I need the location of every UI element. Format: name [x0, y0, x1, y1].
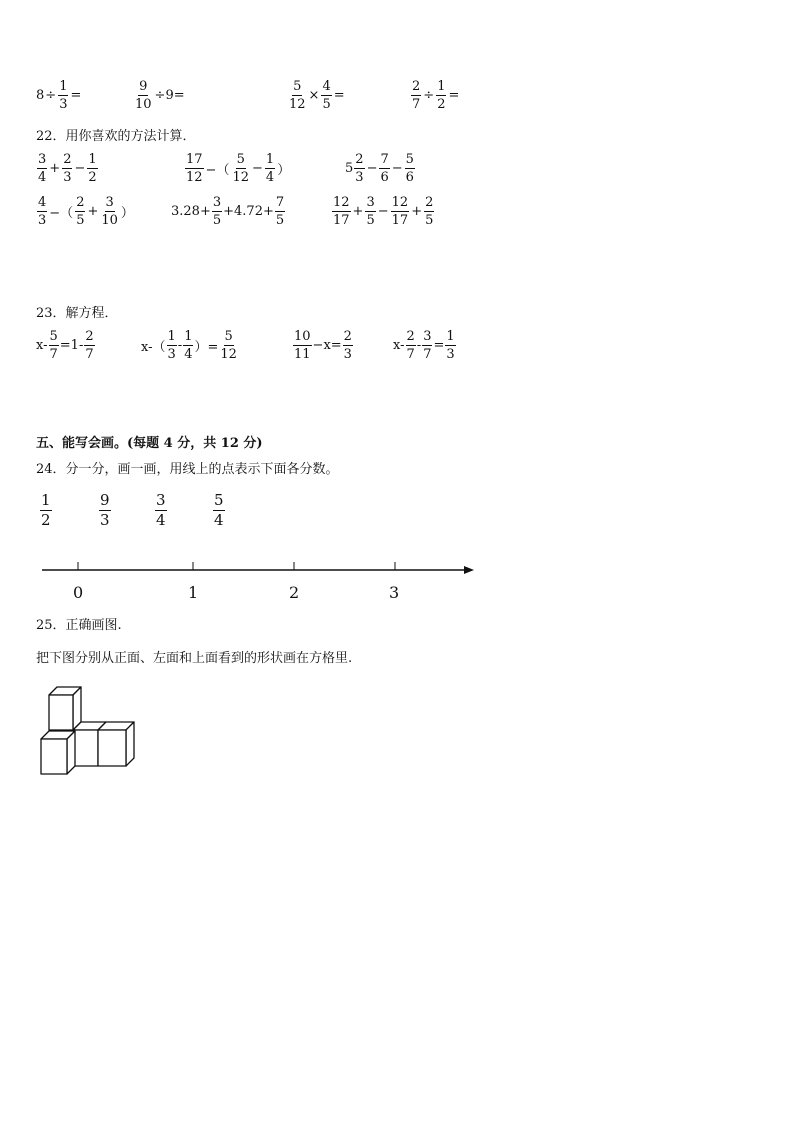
- fraction: [100, 196, 119, 227]
- q23-equation-2: [141, 330, 239, 361]
- denominator: 10: [135, 97, 152, 112]
- question-25-title: 25．正确画图.: [36, 618, 122, 633]
- fraction: [213, 493, 225, 528]
- fraction: [405, 153, 415, 184]
- numerator: 4: [322, 79, 331, 94]
- axis-label-3: 3: [389, 583, 400, 602]
- denominator: 7: [85, 347, 94, 362]
- fraction: [185, 153, 204, 184]
- denominator: 7: [412, 97, 421, 112]
- denominator: 3: [38, 213, 47, 228]
- fraction: [293, 330, 312, 361]
- axis-label-0: 0: [73, 583, 84, 602]
- fraction: [231, 153, 250, 184]
- operator: ）: [277, 163, 291, 178]
- denominator: 12: [220, 347, 237, 362]
- numerator: 1: [41, 491, 51, 509]
- fraction: [37, 153, 47, 184]
- cube-figure: [36, 682, 140, 780]
- q22-expression-2: [184, 153, 291, 184]
- numerator: 2: [343, 329, 352, 344]
- fraction: [275, 196, 285, 227]
- denominator: 10: [101, 213, 118, 228]
- text-term: -: [177, 338, 183, 353]
- fraction: [49, 330, 59, 361]
- fraction: [288, 80, 307, 111]
- text-term: x-: [36, 338, 48, 353]
- numerator: 2: [63, 152, 72, 167]
- denominator: 17: [391, 213, 409, 228]
- denominator: 12: [289, 97, 306, 112]
- denominator: 7: [406, 347, 415, 362]
- question-22-title: 22．用你喜欢的方法计算．: [36, 129, 196, 144]
- question-25-instruction: 把下图分别从正面、左面和上面看到的形状画在方格里.: [36, 651, 353, 666]
- text-term: -: [416, 338, 422, 353]
- numerator: 1: [184, 329, 193, 344]
- q22-expression-4: [36, 196, 135, 227]
- text-term: =1-: [59, 338, 84, 353]
- q22-expression-6: [331, 196, 435, 227]
- operator: ）: [120, 206, 134, 221]
- q22-expression-1: [36, 153, 99, 184]
- numerator: 2: [425, 195, 434, 210]
- operator: −: [252, 161, 263, 176]
- whole-number: 5: [345, 161, 354, 176]
- denominator: 6: [380, 170, 389, 185]
- question-24-title: 24．分一分，画一画，用线上的点表示下面各分数。: [36, 462, 339, 477]
- denominator: 5: [212, 213, 222, 228]
- numerator: 1: [265, 152, 275, 167]
- q23-equation-1: [36, 330, 96, 361]
- denominator: 3: [446, 347, 455, 362]
- operator: −（: [49, 206, 74, 221]
- denominator: 3: [343, 347, 352, 362]
- fraction: [445, 330, 455, 361]
- denominator: 4: [184, 347, 193, 362]
- fraction: [321, 80, 331, 111]
- numerator: 5: [293, 79, 302, 94]
- fraction: [62, 153, 72, 184]
- denominator: 3: [100, 511, 110, 529]
- denominator: 2: [437, 97, 446, 112]
- axis-label-2: 2: [289, 583, 300, 602]
- operator: +: [49, 161, 61, 176]
- q24-fraction-1: [39, 493, 53, 528]
- numerator: 3: [366, 195, 375, 210]
- denominator: 12: [232, 170, 249, 185]
- numerator: 12: [333, 195, 350, 210]
- denominator: 4: [156, 511, 166, 529]
- fraction: [436, 80, 446, 111]
- denominator: 12: [186, 170, 203, 185]
- fraction: [354, 153, 364, 184]
- denominator: 3: [63, 170, 72, 185]
- q22-expression-5: [171, 196, 286, 227]
- numerator: 5: [224, 329, 233, 344]
- cube-side-face: [126, 722, 134, 766]
- denominator: 5: [76, 213, 85, 228]
- axis-label-1: 1: [188, 583, 199, 602]
- fraction: [406, 330, 416, 361]
- numerator: 9: [100, 491, 110, 509]
- denominator: 4: [38, 170, 47, 185]
- denominator: 2: [41, 511, 51, 529]
- q22-expression-3: [345, 153, 416, 184]
- denominator: 2: [88, 170, 97, 185]
- denominator: 5: [425, 213, 434, 228]
- denominator: 3: [167, 347, 176, 362]
- denominator: 5: [275, 213, 285, 228]
- numerator: 1: [167, 329, 176, 344]
- text-term: +4.72+: [223, 204, 274, 219]
- q24-fraction-2: [98, 493, 112, 528]
- cube-side-face: [67, 731, 75, 774]
- denominator: 6: [405, 170, 414, 185]
- numerator: 2: [85, 329, 94, 344]
- denominator: 3: [59, 97, 68, 112]
- numerator: 7: [380, 152, 389, 167]
- number-line: [40, 558, 480, 582]
- fraction: [84, 330, 94, 361]
- denominator: 7: [49, 347, 58, 362]
- q24-fraction-4: [212, 493, 226, 528]
- whole-number: 8: [36, 88, 45, 103]
- fraction: [343, 330, 353, 361]
- section-5-title: 五、能写会画。(每题 4 分，共 12 分): [36, 436, 263, 451]
- cube-front-face: [49, 695, 73, 730]
- cube-front-face: [98, 730, 126, 766]
- numerator: 2: [355, 152, 364, 167]
- fraction: [87, 153, 97, 184]
- denominator: 11: [294, 347, 311, 362]
- fraction: [411, 80, 421, 111]
- fraction: [167, 330, 177, 361]
- fraction: [265, 153, 275, 184]
- text-term: ）=: [194, 340, 219, 355]
- exercise-21-4: [410, 80, 460, 111]
- equals: =: [333, 88, 345, 103]
- number-line-arrow: [464, 566, 474, 574]
- operator: −: [391, 161, 403, 176]
- operator: +: [87, 204, 99, 219]
- operator: −: [74, 161, 86, 176]
- fraction: [391, 196, 410, 227]
- q23-equation-4: [393, 330, 457, 361]
- numerator: 1: [446, 329, 455, 344]
- fraction: [58, 80, 68, 111]
- numerator: 2: [76, 195, 85, 210]
- equals: =: [448, 88, 460, 103]
- text-term: 3.28+: [171, 204, 211, 219]
- question-23-title: 23．解方程．: [36, 306, 118, 321]
- operator: +: [411, 204, 423, 219]
- operator: ÷9=: [154, 88, 185, 103]
- numerator: 5: [405, 152, 414, 167]
- numerator: 3: [212, 195, 222, 210]
- cube-front-face: [73, 730, 98, 766]
- fraction: [134, 80, 153, 111]
- operator: ÷: [45, 88, 57, 103]
- fraction: [219, 330, 238, 361]
- q23-equation-3: [292, 330, 354, 361]
- numerator: 7: [275, 195, 285, 210]
- fraction: [365, 196, 375, 227]
- numerator: 10: [294, 329, 311, 344]
- fraction: [422, 330, 432, 361]
- operator: −: [366, 161, 378, 176]
- operator: +: [352, 204, 364, 219]
- operator: ×: [308, 88, 320, 103]
- operator: −（: [205, 163, 230, 178]
- numerator: 1: [88, 152, 97, 167]
- numerator: 2: [406, 329, 415, 344]
- equals: =: [70, 88, 82, 103]
- fraction: [75, 196, 85, 227]
- text-term: =: [433, 338, 445, 353]
- denominator: 4: [214, 511, 224, 529]
- numerator: 3: [105, 195, 114, 210]
- fraction: [183, 330, 193, 361]
- numerator: 4: [38, 195, 47, 210]
- numerator: 1: [437, 79, 446, 94]
- numerator: 2: [412, 79, 421, 94]
- operator: −: [377, 204, 389, 219]
- numerator: 5: [214, 491, 224, 509]
- exercise-21-3: [287, 80, 346, 111]
- numerator: 3: [38, 152, 47, 167]
- operator: ÷: [423, 88, 435, 103]
- numerator: 5: [49, 329, 58, 344]
- cube-front-face: [41, 739, 67, 774]
- text-term: −x=: [312, 338, 342, 353]
- denominator: 7: [423, 347, 432, 362]
- numerator: 12: [391, 195, 409, 210]
- denominator: 3: [355, 170, 364, 185]
- denominator: 4: [265, 170, 275, 185]
- fraction: [99, 493, 111, 528]
- fraction: [155, 493, 167, 528]
- numerator: 9: [139, 79, 148, 94]
- numerator: 3: [423, 329, 432, 344]
- denominator: 17: [333, 213, 350, 228]
- fraction: [332, 196, 351, 227]
- numerator: 5: [236, 152, 245, 167]
- fraction: [379, 153, 389, 184]
- text-term: x-: [393, 338, 405, 353]
- numerator: 3: [156, 491, 166, 509]
- denominator: 5: [366, 213, 375, 228]
- exercise-21-2: [133, 80, 186, 111]
- numerator: 1: [59, 79, 68, 94]
- exercise-21-1: [36, 80, 82, 111]
- fraction: [424, 196, 434, 227]
- denominator: 5: [322, 97, 331, 112]
- fraction: [40, 493, 52, 528]
- q24-fraction-3: [154, 493, 168, 528]
- text-term: x-（: [141, 340, 166, 355]
- fraction: [37, 196, 47, 227]
- numerator: 17: [186, 152, 203, 167]
- fraction: [212, 196, 222, 227]
